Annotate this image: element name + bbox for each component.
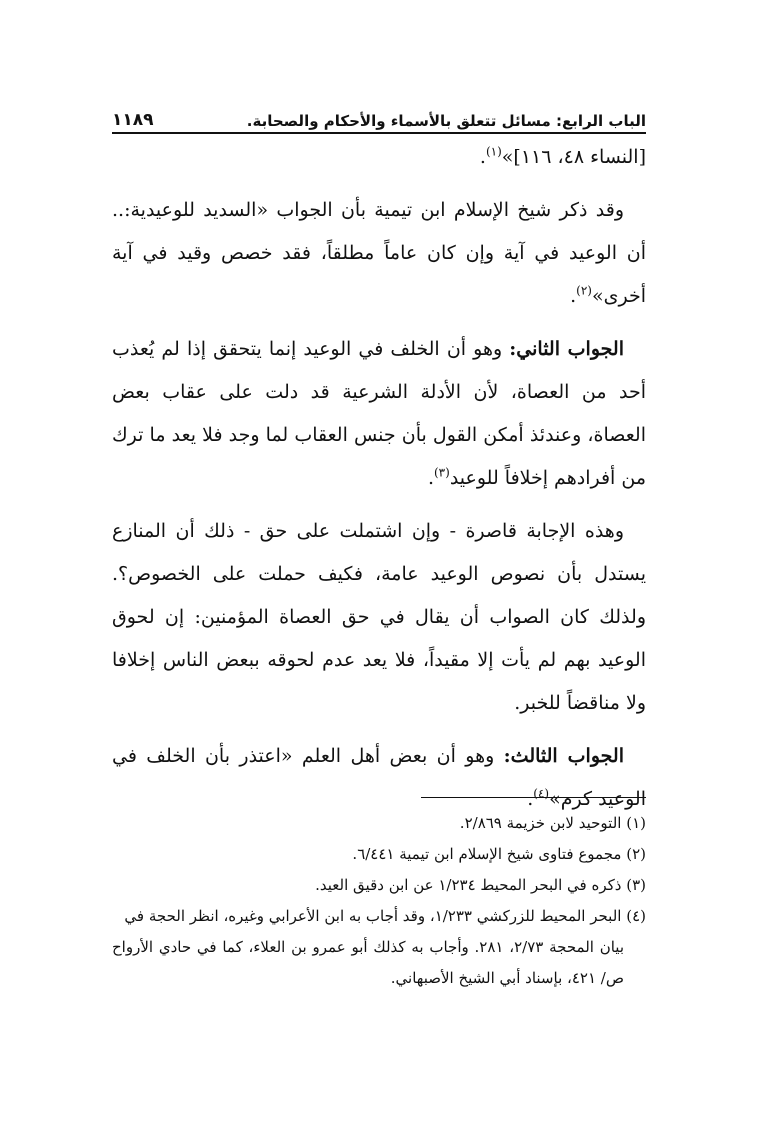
running-header bbox=[112, 104, 646, 134]
footnote-2: (٢) مجموع فتاوى شيخ الإسلام ابن تيمية ٦/٤٤١. bbox=[352, 845, 646, 863]
footnote-ref[interactable]: (٤) bbox=[533, 786, 550, 801]
paragraph-second-answer: الجواب الثاني: وهو أن الخلف في الوعيد إنما يتحقق إذا لم يُعذب أحد من العصاة، لأن الأدلة الشرعية قد دلت على عقاب بعض العصاة، وعندئذ أمكن القول بأن جنس العقاب لما وجد فلا يعد ما ترك من أفرادهم إخلافاً للوعيد$^{(٣)}$. bbox=[112, 338, 646, 489]
paragraph-ibn-taymiyya: وقد ذكر شيخ الإسلام ابن تيمية بأن الجواب «السديد للوعيدية:.. أن الوعيد في آية وإن كان عاماً مطلقاً، فقد خصص وقيد في آية أخرى»$^{(٢)}$. bbox=[112, 199, 646, 307]
paragraph-third-answer: الجواب الثالث: وهو أن بعض أهل العلم «اعتذر بأن الخلف في الوعيد كرم»$^{(٤)}$. bbox=[112, 745, 646, 810]
paragraph-critique: وهذه الإجابة قاصرة - وإن اشتملت على حق - ذلك أن المنازع يستدل بأن نصوص الوعيد عامة، فكيف حملت على الخصوص؟. ولذلك كان الصواب أن يقال في حق العصاة المؤمنين: إن لحوق الوعيد بهم لم يأت إلا مقيداً، فلا يعد عدم لحوقه ببعض الناس إخلافا ولا مناقضاً للخبر. bbox=[112, 520, 646, 714]
main-text bbox=[112, 136, 646, 831]
footnote-separator bbox=[421, 797, 646, 798]
paragraph-quran-ref: [النساء ٤٨، ١١٦]»$^{(١)}$. bbox=[479, 144, 646, 168]
footnote-1: (١) التوحيد لابن خزيمة ٢/٨٦٩. bbox=[459, 814, 646, 832]
answer-label: الجواب الثالث: bbox=[503, 745, 624, 767]
page-number: ١١٨٩ bbox=[112, 110, 154, 130]
footnote-ref[interactable]: (١) bbox=[485, 144, 502, 159]
answer-label: الجواب الثاني: bbox=[509, 338, 624, 360]
footnote-ref[interactable]: (٣) bbox=[433, 465, 450, 480]
chapter-title: الباب الرابع: مسائل تتعلق بالأسماء والأحكام والصحابة. bbox=[246, 112, 646, 130]
footnotes bbox=[112, 808, 646, 994]
footnote-3: (٣) ذكره في البحر المحيط ١/٢٣٤ عن ابن دقيق العيد. bbox=[315, 876, 646, 894]
footnote-4: (٤) البحر المحيط للزركشي ١/٢٣٣، وقد أجاب به ابن الأعرابي وغيره، انظر الحجة في بيان المحجة ٢/٧٣، ٢٨١. وأجاب به كذلك أبو عمرو بن العلاء، كما في حادي الأرواح ص/ ٤٢١، بإسناد أبي الشيخ الأصبهاني. bbox=[112, 907, 646, 987]
footnote-ref[interactable]: (٢) bbox=[576, 283, 592, 298]
